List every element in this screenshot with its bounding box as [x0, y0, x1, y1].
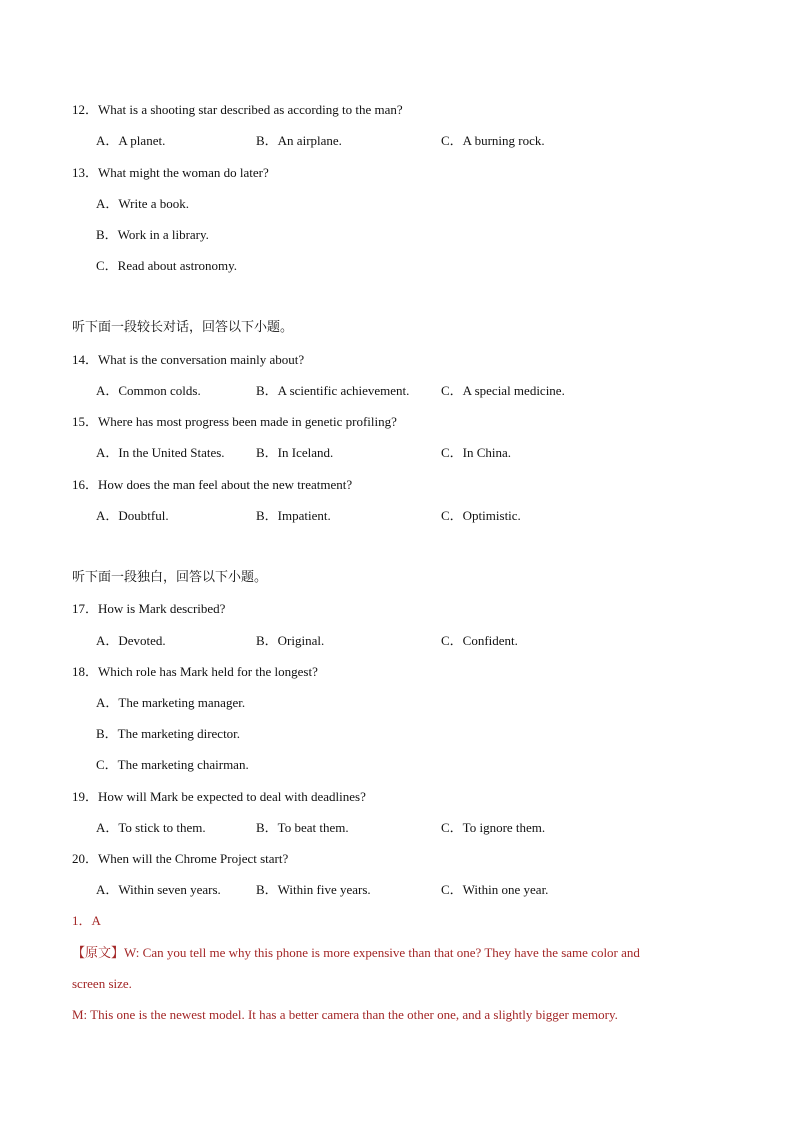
q18-option-c: C．The marketing chairman.	[96, 757, 249, 772]
q13-option-b: B．Work in a library.	[96, 227, 209, 242]
transcript-w-line1	[72, 945, 640, 962]
q18-option-b: B．The marketing director.	[96, 726, 241, 741]
q14-option-c: C．A special medicine.	[441, 383, 565, 398]
question-12: 12．What is a shooting star described as according to the man?	[72, 102, 403, 117]
q14-option-a: A．Common colds.	[96, 383, 201, 398]
question-20: 20．When will the Chrome Project start?	[72, 851, 289, 866]
question-16: 16．How does the man feel about the new treatment?	[72, 477, 353, 492]
q15-option-b: B．In Iceland.	[256, 445, 334, 460]
q20-option-a: A．Within seven years.	[96, 882, 221, 897]
q14-option-b: B．A scientific achievement.	[256, 383, 410, 398]
transcript-tag: 【原文】	[72, 946, 125, 961]
q16-option-a: A．Doubtful.	[96, 508, 169, 523]
q17-option-a: A．Devoted.	[96, 633, 166, 648]
question-18: 18．Which role has Mark held for the longest?	[72, 664, 318, 679]
q15-option-a: A．In the United States.	[96, 445, 225, 460]
q18-option-a: A．The marketing manager.	[96, 695, 246, 710]
answer-number: 1．A	[72, 913, 101, 928]
question-15: 15．Where has most progress been made in genetic profiling?	[72, 414, 397, 429]
q20-option-b: B．Within five years.	[256, 882, 371, 897]
question-17: 17．How is Mark described?	[72, 601, 226, 616]
q15-option-c: C．In China.	[441, 445, 512, 460]
q12-option-c: C．A burning rock.	[441, 133, 545, 148]
question-19: 19．How will Mark be expected to deal with deadlines?	[72, 789, 366, 804]
transcript-m-line: M: This one is the newest model. It has a better camera than the other one, and a slightly bigger memory.	[72, 1007, 618, 1022]
q12-option-a: A．A planet.	[96, 133, 166, 148]
q13-option-c: C．Read about astronomy.	[96, 258, 238, 273]
q17-option-c: C．Confident.	[441, 633, 518, 648]
question-14: 14．What is the conversation mainly about?	[72, 352, 305, 367]
q19-option-c: C．To ignore them.	[441, 820, 546, 835]
section-heading-monologue: 听下面一段独白，回答以下小题。	[72, 570, 268, 585]
q16-option-b: B．Impatient.	[256, 508, 331, 523]
question-13: 13．What might the woman do later?	[72, 165, 269, 180]
transcript-w-line2: screen size.	[72, 976, 132, 991]
q13-option-a: A．Write a book.	[96, 196, 189, 211]
q17-option-b: B．Original.	[256, 633, 325, 648]
section-heading-dialogue: 听下面一段较长对话，回答以下小题。	[72, 320, 294, 335]
q16-option-c: C．Optimistic.	[441, 508, 521, 523]
q20-option-c: C．Within one year.	[441, 882, 549, 897]
transcript-w-text: W: Can you tell me why this phone is more expensive than that one? They have the same color and	[124, 945, 640, 960]
q19-option-b: B．To beat them.	[256, 820, 349, 835]
q12-option-b: B．An airplane.	[256, 133, 342, 148]
q19-option-a: A．To stick to them.	[96, 820, 206, 835]
